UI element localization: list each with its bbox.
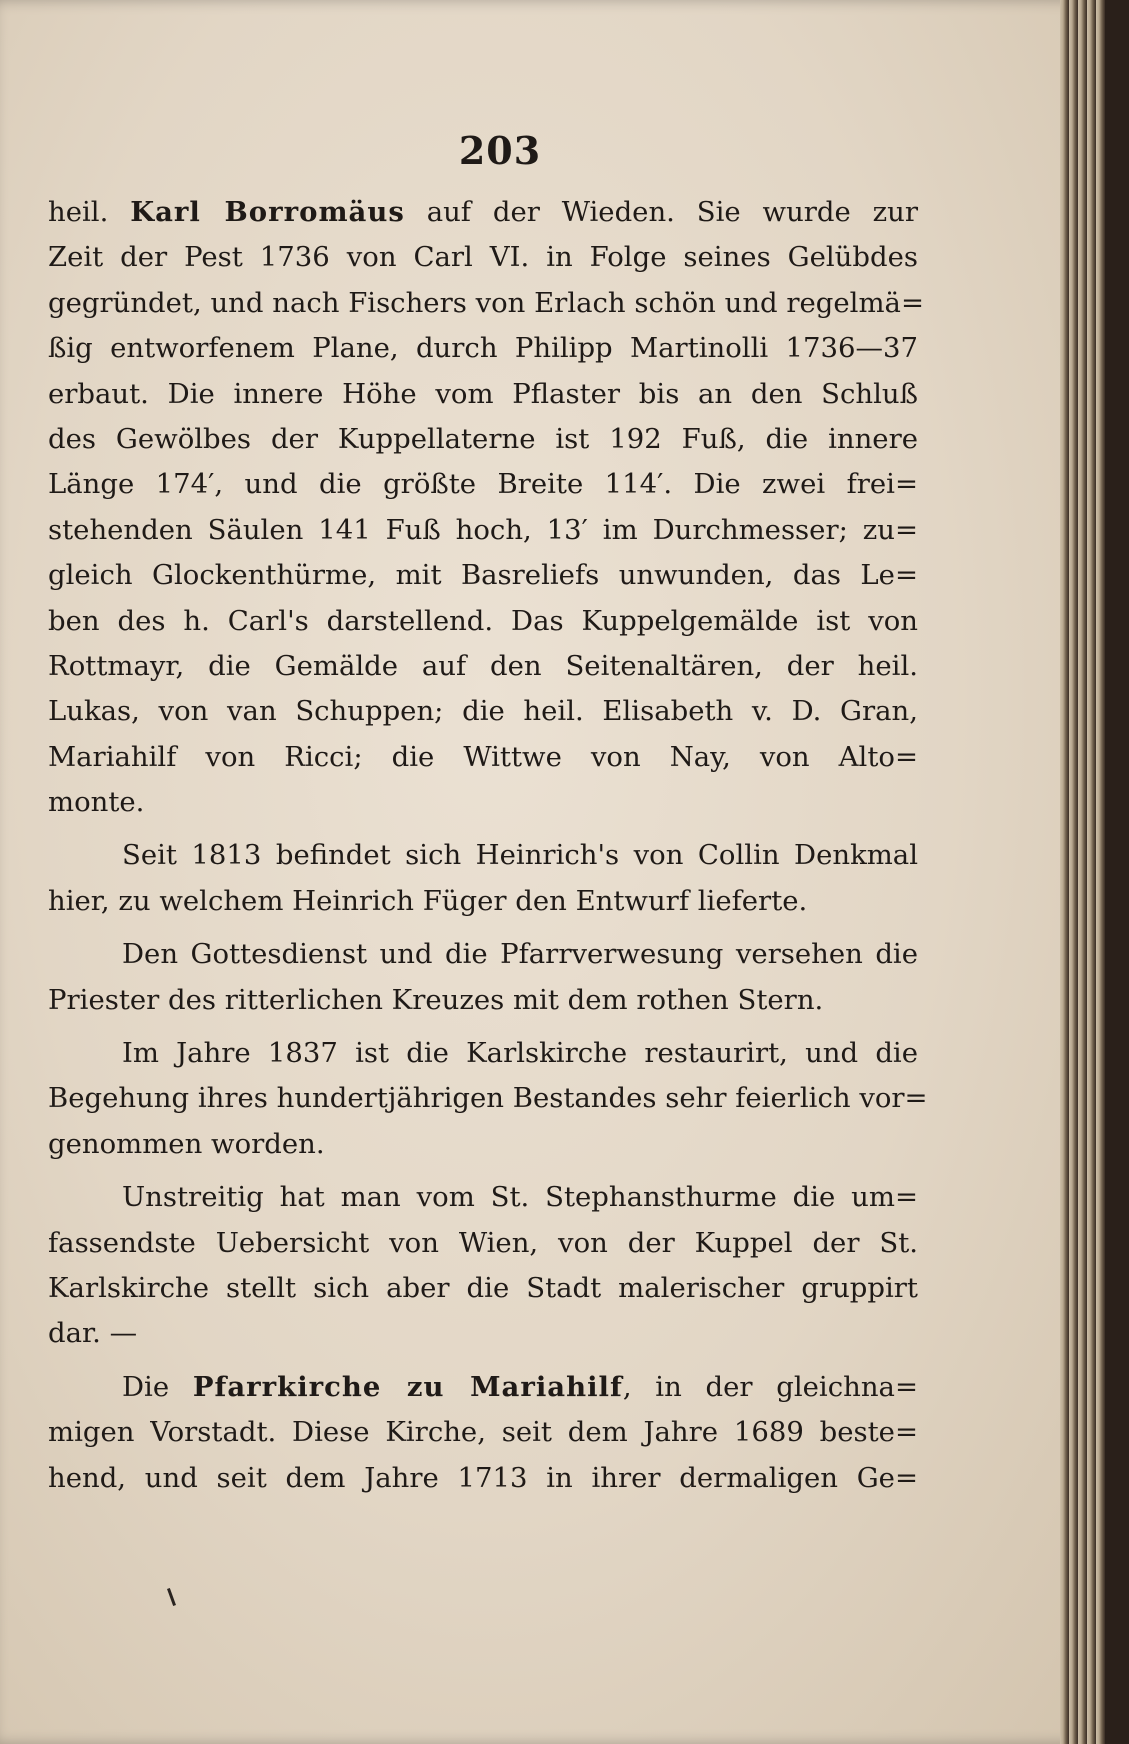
text-line: [48, 879, 918, 924]
text-segment: Lukas, von van Schuppen; die heil. Elisabeth v. D. Gran,: [48, 695, 918, 728]
text-line: [48, 281, 924, 326]
text-line: [48, 932, 918, 977]
text-line: [48, 978, 918, 1023]
paragraph-gap: [48, 1357, 918, 1365]
text-segment: Rottmayr, die Gemälde auf den Seitenaltären, der heil.: [48, 649, 918, 682]
text-segment: monte.: [48, 786, 145, 819]
text-segment: gleich Glockenthürme, mit Basreliefs unwunden, das Le=: [48, 559, 918, 592]
text-segment: ßig entworfenem Plane, durch Philipp Martinolli 1736—37: [48, 332, 918, 365]
text-segment: dar. —: [48, 1317, 138, 1350]
emphasized-name: Karl Borromäus: [130, 196, 405, 228]
paragraph: [48, 1031, 928, 1167]
text-line: [48, 1175, 918, 1220]
text-segment: Karlskirche stellt sich aber die Stadt malerischer gruppirt: [48, 1271, 918, 1304]
text-segment: Mariahilf von Ricci; die Wittwe von Nay, von Alto=: [48, 740, 918, 773]
text-line: [48, 780, 918, 825]
text-line: [48, 190, 918, 235]
text-segment: ben des h. Carl's darstellend. Das Kuppelgemälde ist von: [48, 604, 918, 637]
text-line: [48, 372, 918, 417]
text-line: [48, 735, 918, 780]
text-line: [48, 1365, 918, 1410]
text-segment: Seit 1813 befindet sich Heinrich's von Collin Denkmal: [122, 839, 918, 872]
text-segment: stehenden Säulen 141 Fuß hoch, 13′ im Durchmesser; zu=: [48, 513, 918, 546]
text-line: [48, 1076, 928, 1121]
emphasized-name: Pfarrkirche zu Mariahilf: [192, 1370, 623, 1403]
paragraph: [48, 1365, 918, 1501]
paragraph-gap: [48, 924, 918, 932]
text-line: [48, 326, 918, 371]
text-line: [48, 599, 918, 644]
text-line: [48, 417, 918, 462]
text-segment: hend, und seit dem Jahre 1713 in ihrer dermaligen Ge=: [48, 1461, 918, 1494]
text-line: [48, 1410, 918, 1455]
paragraph: [48, 932, 918, 1023]
text-line: [48, 1031, 918, 1076]
text-line: [48, 833, 918, 878]
text-line: [48, 235, 918, 280]
text-segment: Die: [122, 1370, 193, 1403]
text-segment: , in der gleichna=: [622, 1370, 918, 1403]
text-segment: fassendste Uebersicht von Wien, von der Kuppel der St.: [48, 1226, 918, 1259]
text-segment: hier, zu welchem Heinrich Füger den Entwurf lieferte.: [48, 884, 808, 917]
text-segment: migen Vorstadt. Diese Kirche, seit dem Jahre 1689 beste=: [48, 1416, 918, 1449]
text-line: [48, 1311, 918, 1356]
text-segment: Zeit der Pest 1736 von Carl VI. in Folge seines Gelübdes: [48, 241, 918, 274]
text-segment: Den Gottesdienst und die Pfarrverwesung versehen die: [122, 938, 918, 971]
paragraph: [48, 1175, 918, 1357]
text-line: [48, 644, 918, 689]
body-text: [48, 190, 928, 1501]
paragraph-gap: [48, 1023, 918, 1031]
text-line: [48, 1266, 918, 1311]
text-segment: Länge 174′, und die größte Breite 114′. Die zwei frei=: [48, 468, 918, 501]
paragraph: [48, 190, 924, 825]
text-segment: gegründet, und nach Fischers von Erlach schön und regelmä=: [48, 286, 924, 319]
text-segment: Im Jahre 1837 ist die Karlskirche restaurirt, und die: [122, 1037, 918, 1070]
text-line: [48, 462, 918, 507]
text-segment: auf der Wieden. Sie wurde zur: [404, 196, 919, 228]
paragraph-gap: [48, 1167, 918, 1175]
book-cover-edge: [1105, 0, 1129, 1744]
ink-mark: [167, 1588, 176, 1606]
text-line: [48, 689, 918, 734]
text-line: [48, 1456, 918, 1501]
text-segment: Priester des ritterlichen Kreuzes mit dem rothen Stern.: [48, 983, 824, 1016]
text-segment: des Gewölbes der Kuppellaterne ist 192 Fuß, die innere: [48, 422, 918, 455]
page-number: 203: [458, 128, 542, 173]
paragraph: [48, 833, 918, 924]
text-line: [48, 508, 918, 553]
text-segment: Begehung ihres hundertjährigen Bestandes sehr feierlich vor=: [48, 1082, 928, 1115]
text-segment: erbaut. Die innere Höhe vom Pflaster bis an den Schluß: [48, 377, 918, 410]
text-line: [48, 1122, 918, 1167]
text-segment: genommen worden.: [48, 1127, 325, 1160]
paragraph-gap: [48, 825, 918, 833]
text-line: [48, 1221, 918, 1266]
text-line: [48, 553, 918, 598]
text-segment: heil.: [48, 196, 131, 228]
text-segment: Unstreitig hat man vom St. Stephansthurme die um=: [122, 1181, 918, 1214]
